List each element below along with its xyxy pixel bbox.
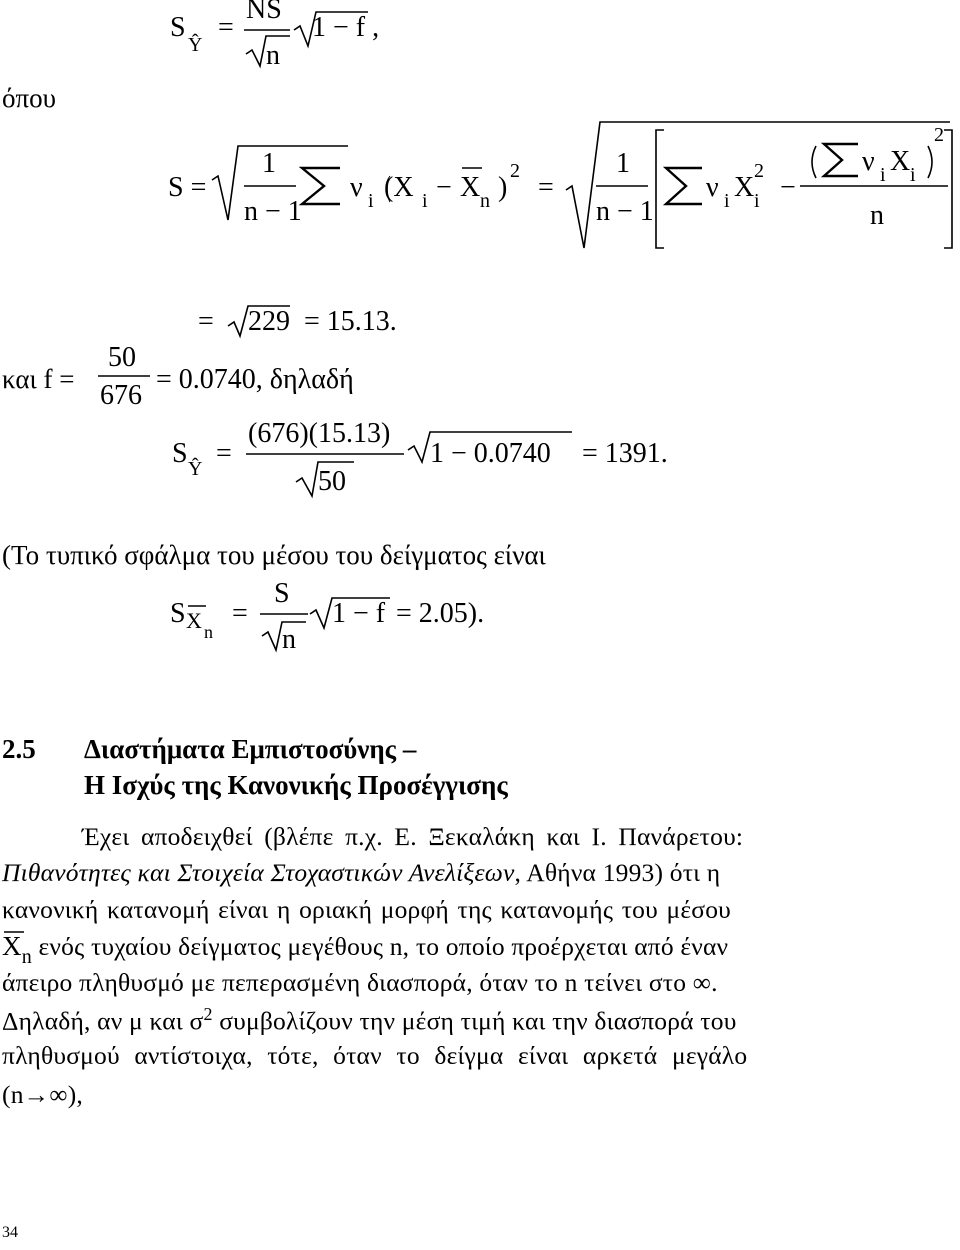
para-line-6-a: Δηλαδή, αν μ και σ [2, 1006, 204, 1036]
frac2-denominator: n − 1 [596, 196, 654, 227]
X-square-exponent: 2 [754, 160, 764, 182]
eq5-sqrt-term [408, 432, 572, 462]
eq1-sqrt-n [246, 36, 290, 66]
inner-X-subscript: i [910, 164, 916, 186]
infinity-symbol: ∞. [692, 968, 718, 997]
x-bar-subscript: n [480, 190, 490, 212]
f-numerator: 50 [108, 342, 136, 373]
para-line-8: (n→∞), [2, 1080, 83, 1109]
eq2-left-bracket [656, 130, 664, 248]
eq6-sqrt-1-f [310, 598, 390, 628]
subscript-y-hat-5: Ŷ [188, 458, 203, 480]
para-line-1: Έχει αποδειχθεί (βλέπε π.χ. Ε. Ξεκαλάκη και Ι. Πανάρετου: [82, 822, 744, 851]
para-line-4-rest: ενός τυχαίου δείγματος μεγέθους n, το οποίο προέρχεται από έναν [38, 932, 729, 961]
denominator-6: n [282, 624, 296, 655]
symbol-S-equals: S = [168, 172, 207, 203]
para-line-3: κανονική κατανομή είναι η οριακή μορφή της κατανομής του μέσου [2, 895, 732, 924]
eq2-right-bracket [944, 130, 952, 248]
subscript-y-hat: Ŷ [188, 34, 203, 56]
radicand-5: 1 − 0.0740 [430, 438, 551, 469]
eq2-sqrt-2 [566, 122, 950, 248]
square-exponent: 2 [510, 160, 520, 182]
eq2-inner-right-paren [928, 146, 932, 178]
numerator-6: S [274, 578, 290, 609]
X-subscript: i [422, 190, 428, 212]
subscript-X-6: X [186, 608, 202, 633]
nu-symbol-2: ν [706, 172, 719, 203]
frac1-numerator: 1 [262, 148, 276, 179]
sum-sign-2 [666, 168, 702, 204]
equals-229: = [198, 306, 214, 337]
eq2-outer-sqrt [212, 146, 348, 220]
X-subscript-2: i [754, 190, 760, 212]
radicand-6: 1 − f [332, 598, 386, 629]
nu-symbol: ν [350, 172, 363, 203]
minus-sign: − [436, 172, 452, 203]
f-result: = 0.0740, δηλαδή [156, 364, 354, 395]
numerator-5: (676)(15.13) [248, 418, 391, 449]
para-line-2-rest: , Αθήνα 1993) ότι η [514, 858, 721, 887]
equals-sign: = [218, 12, 234, 43]
symbol-S-6: S [170, 598, 186, 629]
open-paren-X: (X [384, 172, 414, 203]
f-denominator: 676 [100, 380, 142, 411]
radicand: 1 − f , [312, 12, 380, 43]
symbol-S-5: S [172, 438, 188, 469]
sum-sign-1 [302, 168, 340, 204]
close-paren: ) [498, 172, 508, 203]
radicand-229: 229 [248, 306, 290, 337]
para-line-6-b: συμβολίζουν την μέση τιμή και την διασπορά του [219, 1006, 737, 1036]
result-15-13: = 15.13. [304, 306, 397, 337]
nu-subscript-2: i [724, 190, 730, 212]
nu-subscript: i [368, 190, 374, 212]
f-label: και f = [2, 364, 75, 394]
x-bar-subscript-n: n [21, 946, 32, 968]
para-line-5-text: άπειρο πληθυσμό με πεπερασμένη διασπορά, όταν το n τείνει στο [2, 968, 687, 997]
typical-error-line: (Το τυπικό σφάλμα του μέσου του δείγματος είναι [2, 540, 546, 570]
para-line-7: πληθυσμού αντίστοιχα, τότε, όταν το δείγμα είναι αρκετά μεγάλο [2, 1041, 748, 1070]
eq1-sqrt-1-f [294, 12, 368, 46]
section-title-line2: Η Ισχύς της Κανονικής Προσέγγισης [84, 770, 508, 800]
sum-sign-3 [824, 144, 858, 176]
inner-nu: ν [862, 146, 875, 177]
fraction-numerator: NS [246, 0, 282, 25]
eq2-inner-left-paren [812, 146, 816, 178]
equals-sign-6: = [232, 598, 248, 629]
equals-sign-5: = [216, 438, 232, 469]
sigma-square: 2 [203, 1004, 213, 1024]
denominator-5: 50 [318, 466, 346, 497]
book-title: Πιθανότητες και Στοιχεία Στοχαστικών Ανελίξεων [2, 858, 515, 887]
symbol-S: S [170, 12, 186, 43]
summation-signs [302, 144, 858, 204]
eq3-sqrt [228, 306, 290, 336]
result-1391: = 1391. [582, 438, 668, 469]
x-bar-symbol: X [2, 931, 22, 961]
label-opou: όπου [2, 83, 56, 113]
section-number: 2.5 [2, 734, 36, 764]
inner-X: X [890, 146, 911, 177]
X-symbol-2: X [734, 172, 755, 203]
result-2-05: = 2.05). [396, 598, 485, 629]
x-bar: X [460, 172, 481, 203]
eq6-sqrt-n [262, 622, 306, 650]
frac1-denominator: n − 1 [244, 196, 302, 227]
page-number: 34 [2, 1224, 18, 1241]
section-title-line1: Διαστήματα Εμπιστοσύνης – [84, 734, 417, 764]
eq2-left-paren [386, 176, 390, 202]
inner-denominator: n [870, 200, 884, 231]
fraction-denominator: n [266, 40, 280, 71]
frac2-numerator: 1 [616, 148, 630, 179]
inner-square-exponent: 2 [934, 124, 944, 146]
eq5-sqrt-50 [296, 462, 354, 496]
minus-sign-2: − [780, 172, 796, 203]
equals-sign-2: = [538, 172, 554, 203]
subscript-n-6: n [204, 622, 213, 642]
inner-nu-subscript: i [880, 164, 886, 186]
